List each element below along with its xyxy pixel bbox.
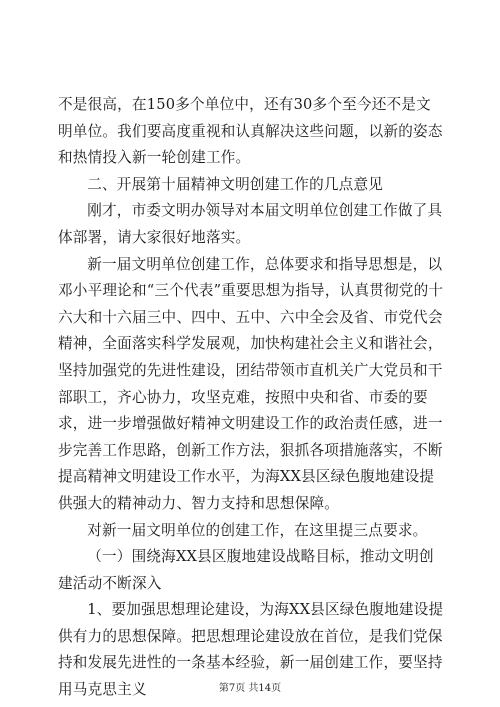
section-heading: 二、开展第十届精神文明创建工作的几点意见 bbox=[87, 175, 384, 193]
subsection-heading: （一）围绕海XX县区腹地建设战略目标，推动文明创建活动不断深入 bbox=[58, 548, 434, 592]
page-number-footer: 第7页 共14页 bbox=[218, 683, 282, 694]
paragraph: 对新一届文明单位的创建工作，在这里提三点要求。 bbox=[87, 521, 428, 539]
document-body bbox=[58, 92, 444, 704]
paragraph: 新一届文明单位创建工作，总体要求和指导思想是，以邓小平理论和“三个代表”重要思想为指导，认真贯彻党的十六大和十六届三中、四中、五中、六中全会及省、市党代会精神，全面落实科学发展观，加快构建社会主义和谐社会，坚持加强党的先进性建设，团结带领市直机关广大党员和干部职工，齐心协力，攻坚克难，按照中央和省、市委的要求，进一步增强做好精神文明建设工作的政治责任感，进一步完善工作思路，创新工作方法，狠抓各项措施落实，不断提高精神文明建设工作水平，为海XX县区绿色腹地建设提供强大的精神动力、智力支持和思想保障。 bbox=[58, 255, 444, 512]
paragraph: 1、要加强思想理论建设，为海XX县区绿色腹地建设提供有力的思想保障。把思想理论建设放在首位，是我们党保持和发展先进性的一条基本经验，新一届创建工作，要坚持用马克思主义 bbox=[58, 601, 444, 699]
paragraph-continuation: 不是很高，在150多个单位中，还有30多个至今还不是文明单位。我们要高度重视和认真解决这些问题，以新的姿态和热情投入新一轮创建工作。 bbox=[58, 96, 443, 167]
paragraph: 刚才，市委文明办领导对本届文明单位创建工作做了具体部署，请大家很好地落实。 bbox=[58, 202, 443, 246]
